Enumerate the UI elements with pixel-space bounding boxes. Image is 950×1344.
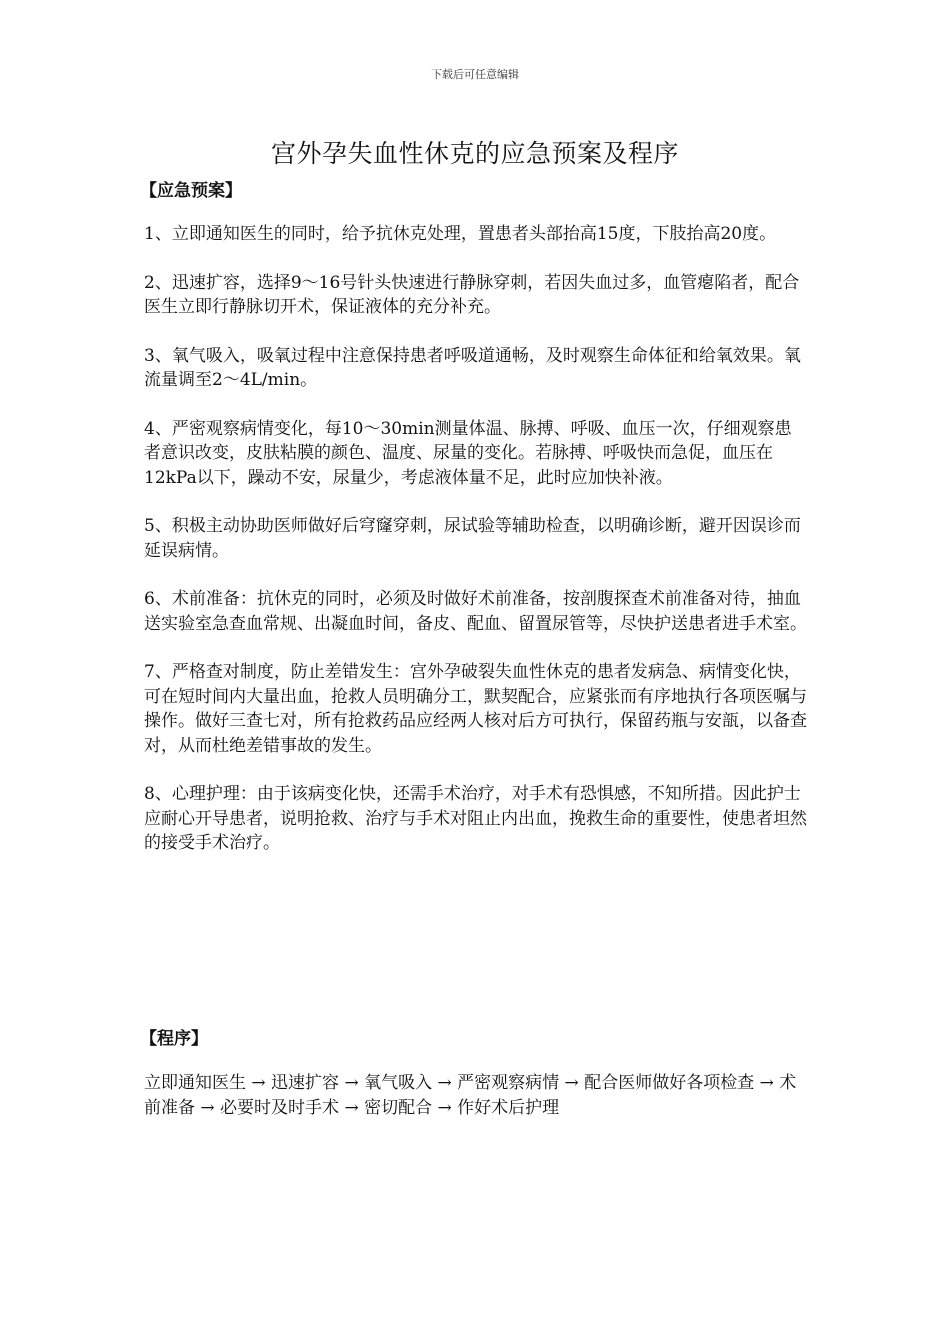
- emergency-plan-item: 7、严格查对制度，防止差错发生：宫外孕破裂失血性休克的患者发病急、病情变化快，可在短时间内大量出血，抢救人员明确分工，默契配合，应紧张而有序地执行各项医嘱与操作。做好三查七对，所有抢救药品应经两人核对后方可执行，保留药瓶与安瓿，以备查对，从而杜绝差错事故的发生。: [144, 662, 807, 756]
- emergency-plan-item: 8、心理护理：由于该病变化快，还需手术治疗，对手术有恐惧感，不知所措。因此护士应耐心开导患者，说明抢救、治疗与手术对阻止内出血，挽救生命的重要性，使患者坦然的接受手术治疗。: [144, 784, 807, 853]
- emergency-plan-item: 4、严密观察病情变化，每10～30min测量体温、脉搏、呼吸、血压一次，仔细观察患者意识改变，皮肤粘膜的颜色、温度、尿量的变化。若脉搏、呼吸快而急促，血压在12kPa以下，躁动不安，尿量少，考虑液体量不足，此时应加快补液。: [144, 418, 792, 488]
- emergency-plan-item: 1、立即通知医生的同时，给予抗休克处理，置患者头部抬高15度，下肢抬高20度。: [144, 224, 777, 244]
- page-title: 宫外孕失血性休克的应急预案及程序: [270, 139, 679, 168]
- procedure-text: 立即通知医生 → 迅速扩容 → 氧气吸入 → 严密观察病情 → 配合医师做好各项检查 → 术前准备 → 必要时及时手术 → 密切配合 → 作好术后护理: [144, 1073, 797, 1118]
- emergency-plan-item: 5、积极主动协助医师做好后穹窿穿刺，尿试验等辅助检查，以明确诊断，避开因误诊而延误病情。: [144, 516, 801, 561]
- procedure-heading: 【程序】: [140, 1029, 208, 1049]
- emergency-plan-list: [144, 222, 808, 880]
- emergency-plan-item: 6、术前准备：抗休克的同时，必须及时做好术前准备，按剖腹探查术前准备对待，抽血送实验室急查血常规、出凝血时间，备皮、配血、留置尿管等，尽快护送患者进手术室。: [144, 589, 807, 634]
- header-note: 下载后可任意编辑: [431, 68, 519, 81]
- emergency-plan-item: 3、氧气吸入，吸氧过程中注意保持患者呼吸道通畅，及时观察生命体征和给氧效果。氧流量调至2～4L/min。: [144, 345, 801, 390]
- emergency-plan-heading: 【应急预案】: [140, 181, 242, 201]
- emergency-plan-item: 2、迅速扩容，选择9～16号针头快速进行静脉穿刺，若因失血过多，血管瘪陷者，配合医生立即行静脉切开术，保证液体的充分补充。: [144, 272, 800, 317]
